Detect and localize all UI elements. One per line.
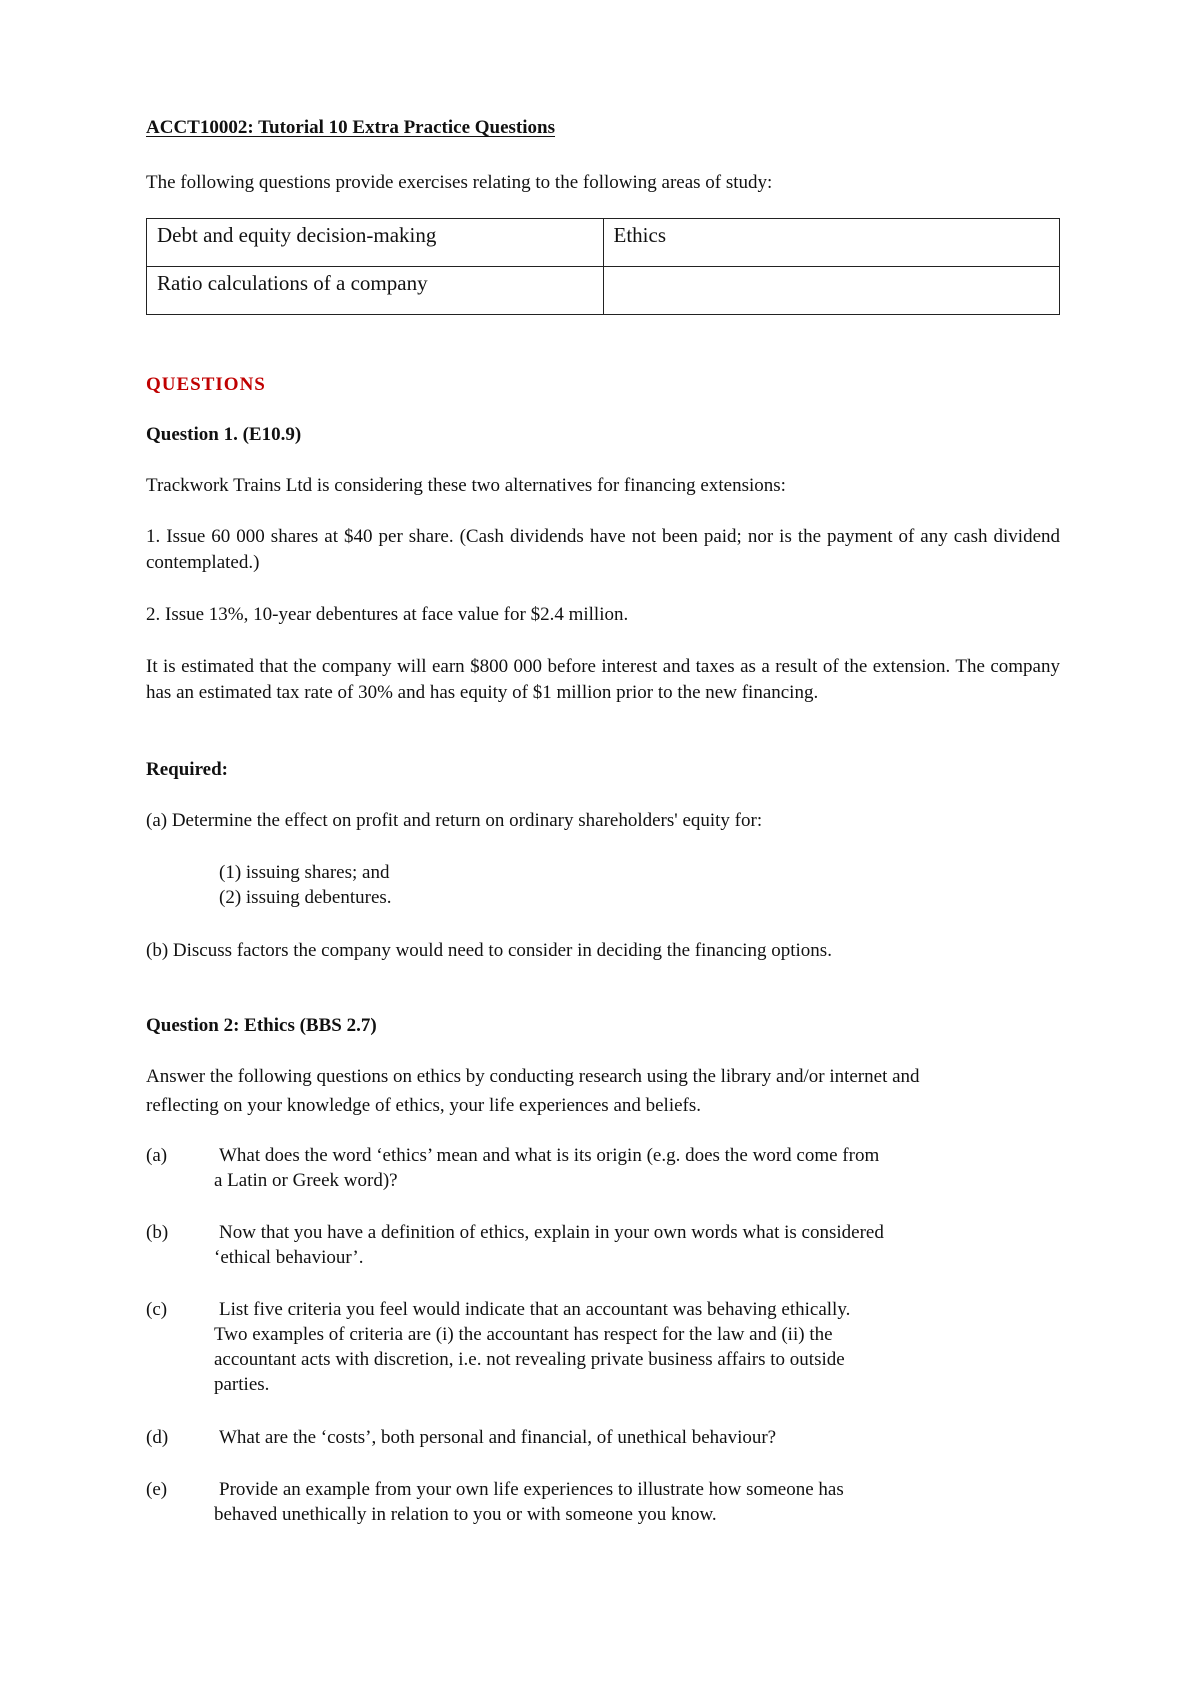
intro-text: The following questions provide exercises relating to the following areas of study: (146, 172, 773, 193)
ethics-item-text: Now that you have a definition of ethics, explain in your own words what is considered (219, 1222, 884, 1243)
question-1-heading: Question 1. (E10.9) (146, 424, 302, 445)
question-1-alternative-1: 1. Issue 60 000 shares at $40 per share. (Cash dividends have not been paid; nor is the payment of any cash dividend contemplated.) (146, 526, 1060, 573)
ethics-item-text: parties. (214, 1374, 270, 1395)
ethics-item-text: behaved unethically in relation to you or with someone you know. (214, 1504, 717, 1525)
question-2-intro-line-2: reflecting on your knowledge of ethics, your life experiences and beliefs. (146, 1095, 702, 1116)
document-title: ACCT10002: Tutorial 10 Extra Practice Questions (146, 117, 556, 138)
question-1-intro: Trackwork Trains Ltd is considering these two alternatives for financing extensions: (146, 475, 786, 496)
question-1-alternative-2: 2. Issue 13%, 10-year debentures at face value for $2.4 million. (146, 604, 629, 625)
question-2-heading: Question 2: Ethics (BBS 2.7) (146, 1015, 377, 1036)
ethics-item-text: ‘ethical behaviour’. (214, 1247, 364, 1268)
question-1-part-b: (b) Discuss factors the company would need to consider in deciding the financing options. (146, 940, 832, 961)
question-1-part-a-sub-1: (1) issuing shares; and (219, 862, 390, 883)
table-cell: Ethics (603, 219, 1060, 267)
ethics-item-text: Two examples of criteria are (i) the accountant has respect for the law and (ii) the (214, 1324, 833, 1345)
questions-heading: QUESTIONS (146, 374, 266, 395)
ethics-item-text: a Latin or Greek word)? (214, 1170, 398, 1191)
table-row (147, 267, 1060, 315)
areas-of-study-table (146, 218, 1060, 315)
table-cell: Ratio calculations of a company (147, 267, 604, 315)
question-1-part-a: (a) Determine the effect on profit and return on ordinary shareholders' equity for: (146, 810, 763, 831)
ethics-item-text: List five criteria you feel would indicate that an accountant was behaving ethically. (219, 1299, 851, 1320)
ethics-item-text: What does the word ‘ethics’ mean and what is its origin (e.g. does the word come from (219, 1145, 880, 1166)
table-cell: Debt and equity decision-making (147, 219, 604, 267)
ethics-item-label: (c) (146, 1299, 168, 1320)
ethics-item-label: (e) (146, 1479, 168, 1500)
question-1-part-a-sub-2: (2) issuing debentures. (219, 887, 392, 908)
question-2-intro-line-1: Answer the following questions on ethics by conducting research using the library and/or internet and (146, 1066, 920, 1087)
ethics-item-label: (a) (146, 1145, 168, 1166)
ethics-item-text: Provide an example from your own life experiences to illustrate how someone has (219, 1479, 844, 1500)
question-1-estimate: It is estimated that the company will earn $800 000 before interest and taxes as a result of the extension. The company has an estimated tax rate of 30% and has equity of $1 million prior to the new financing. (146, 656, 1060, 703)
table-row (147, 219, 1060, 267)
ethics-item-label: (d) (146, 1427, 169, 1448)
ethics-item-text: What are the ‘costs’, both personal and financial, of unethical behaviour? (219, 1427, 777, 1448)
required-label: Required: (146, 759, 228, 780)
table-cell (603, 267, 1060, 315)
ethics-item-label: (b) (146, 1222, 169, 1243)
ethics-item-text: accountant acts with discretion, i.e. not revealing private business affairs to outside (214, 1349, 845, 1370)
